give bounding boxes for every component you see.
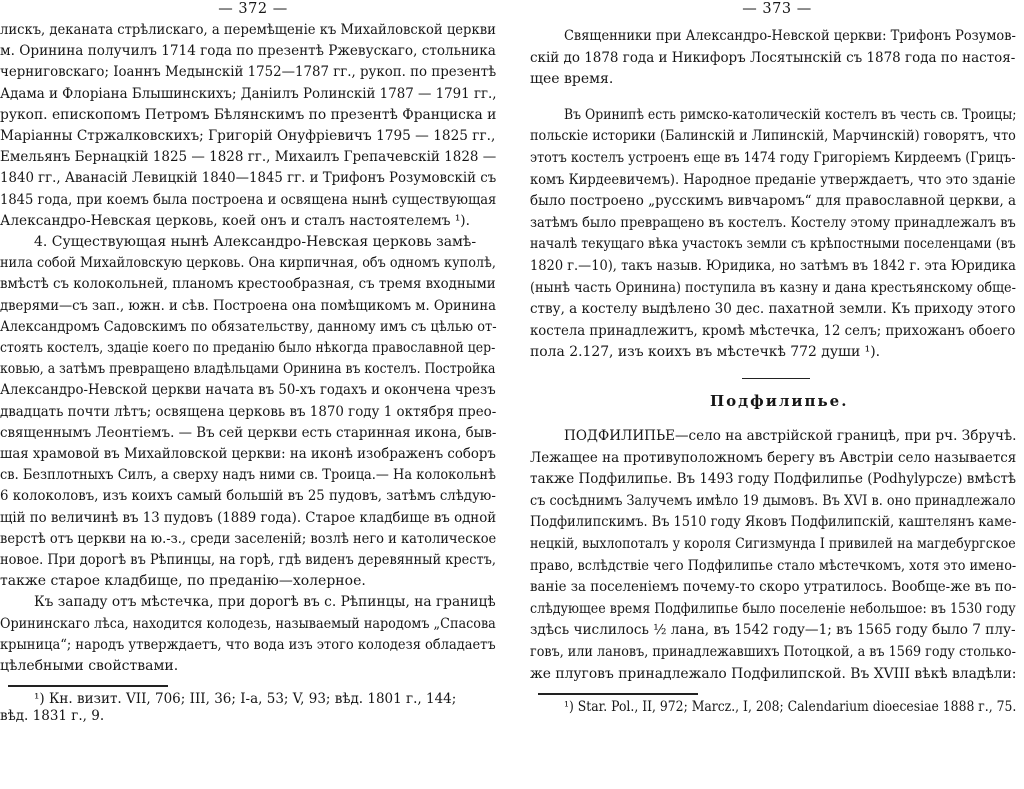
text-line: ковью, а затѣмъ превращено владѣльцами Оринина въ костелъ. Постройка xyxy=(0,361,496,378)
text-line: 6 колоколовъ, изъ коихъ самый большій въ 25 пудовъ, затѣмъ слѣдую- xyxy=(0,488,496,505)
text-line: также старое кладбище, по преданію—холерное. xyxy=(0,573,366,590)
text-line: нецкій, выхлопоталъ у короля Сигизмунда I привилей на магдебургское xyxy=(530,536,1016,552)
paragraph-start-line: Въ Оринипѣ есть римско-католическій костелъ въ честь св. Троицы; xyxy=(564,106,1017,123)
right-page xyxy=(530,0,1024,789)
page-number: — 372 — xyxy=(218,1,288,17)
text-line: ству, а костелу выдѣлено 30 дес. пахатной земли. Къ приходу этого xyxy=(530,301,1016,318)
clergy-line: скій до 1878 года и Никифоръ Лосятынскій съ 1878 года по настоя- xyxy=(530,49,1016,66)
text-line: здѣсь числилось ½ лана, въ 1542 году—1; въ 1565 году было 7 плу- xyxy=(530,622,1016,639)
paragraph-start-line: Къ западу отъ мѣстечка, при дорогѣ въ с. Рѣпинцы, на границѣ xyxy=(34,594,496,611)
section-title: Подфилипье. xyxy=(710,392,849,410)
footnote-rule xyxy=(538,693,698,694)
footnote-rule xyxy=(8,685,168,686)
text-line: 1845 года, при коемъ была построена и освящена нынѣ существующая xyxy=(0,191,497,208)
text-line: (нынѣ часть Оринина) поступила въ казну и дана крестьянскому обще- xyxy=(530,279,1016,296)
text-line: 1840 гг., Аванасій Левицкій 1840—1845 гг. и Трифонъ Розумовскій съ xyxy=(0,170,497,187)
text-line: крыница“; народъ утверждаетъ, что вода изъ этого колодезя обладаетъ xyxy=(0,636,496,653)
text-line: Подфилипскимъ. Въ 1510 году Яковъ Подфилипскій, каштелянъ каме- xyxy=(530,514,1017,531)
footnote-line: ¹) Star. Pol., II, 972; Marcz., I, 208; Calendarium dioecesiae 1888 г., 75. xyxy=(564,699,1017,716)
text-line: же плуговъ принадлежало Подфилипской. Въ XVIII вѣкѣ владѣли: xyxy=(530,665,1017,682)
text-line: костела принадлежитъ, кромѣ мѣстечка, 12 селъ; прихожанъ обоего xyxy=(530,322,1016,339)
text-line: лискъ, деканата стрѣлискаго, а перемѣщеніе къ Михайловской церкви xyxy=(0,22,496,38)
text-line: верстѣ отъ церкви на ю.-з., среди заселеній; возлѣ него и католическое xyxy=(0,530,497,547)
left-page xyxy=(0,0,506,789)
text-line: вмѣстѣ съ колокольней, планомъ крестообразная, съ тремя входными xyxy=(0,276,496,293)
paragraph-start-line: ПОДФИЛИПЬЕ—село на австрійской границѣ, при рч. Збручѣ. xyxy=(564,428,1017,444)
text-line: пола 2.127, изъ коихъ въ мѣстечкѣ 772 души ¹). xyxy=(530,344,881,361)
text-line: Емельянъ Бернацкій 1825 — 1828 гг., Михаилъ Грепачевскій 1828 — xyxy=(0,149,497,166)
text-line: слѣдующее время Подфилипье было поселеніе небольшое: въ 1530 году xyxy=(530,600,1016,617)
text-line: новое. При дорогѣ въ Рѣпинцы, на горѣ, гдѣ виденъ деревянный крестъ, xyxy=(0,552,497,568)
text-line: этотъ костелъ устроенъ еще въ 1474 году Григоріемъ Кирдеемъ (Грицъ- xyxy=(530,150,1016,166)
text-line: польскіе историки (Балинскій и Липинскій, Марчинскій) говорятъ, что xyxy=(530,128,1016,145)
text-line: рукоп. епископомъ Петромъ Бѣлянскимъ по презентѣ Франциска и xyxy=(0,106,497,123)
section-divider xyxy=(742,378,810,379)
text-line: м. Оринина получилъ 1714 года по презентѣ Ржевускаго, стольника xyxy=(0,43,496,60)
footnote-line: вѣд. 1831 г., 9. xyxy=(0,708,105,725)
text-line: Александромъ Садовскимъ по обязательству, данному имъ съ цѣлью от- xyxy=(0,318,497,335)
text-line: было построено „русскимъ вивчаромъ“ для православной церкви, а xyxy=(530,193,1017,210)
text-line: затѣмъ было превращено въ костелъ. Костелу этому принадлежалъ въ xyxy=(530,214,1016,231)
text-line: съ сосѣднимъ Залучемъ имѣло 19 дымовъ. Въ XVI в. оно принадлежало xyxy=(530,492,1016,509)
text-line: говъ, или лановъ, принадлежавшихъ Потоцкой, а въ 1569 году столько- xyxy=(530,644,1016,660)
text-line: шая храмовой въ Михайловской церкви: на иконѣ изображенъ соборъ xyxy=(0,446,496,462)
text-line: Александро-Невская церковь, коей онъ и сталъ настоятелемъ ¹). xyxy=(0,212,470,229)
text-line: черниговскаго; Іоаннъ Медынскій 1752—1787 гг., рукоп. по презентѣ xyxy=(0,64,497,81)
text-line: цѣлебными свойствами. xyxy=(0,658,179,674)
text-line: дверями—съ зап., южн. и сѣв. Построена она помѣщикомъ м. Оринина xyxy=(0,297,496,314)
text-line: Маріанны Стржалковскихъ; Григорій Онуфріевичъ 1795 — 1825 гг., xyxy=(0,128,496,144)
text-line: также Подфилипье. Въ 1493 году Подфилипье (Podhylypcze) вмѣстѣ xyxy=(530,471,1017,488)
clergy-line: Священники при Александро-Невской церкви: Трифонъ Розумов- xyxy=(564,28,1016,44)
text-line: комъ Кирдеевичемъ). Народное преданіе утверждаетъ, что это зданіе xyxy=(530,171,1016,188)
text-line: священнымъ Леонтіемъ. — Въ сей церкви есть старинная икона, быв- xyxy=(0,424,497,441)
text-line: стоять костелъ, здаціе коего по преданію было нѣкогда православной цер- xyxy=(0,340,496,356)
text-line: ваніе за поселеніемъ почему-то скоро утратилось. Вообще-же въ по- xyxy=(530,579,1017,596)
text-line: двадцать почти лѣтъ; освящена церковь въ 1870 году 1 октября прео- xyxy=(0,403,497,420)
text-line: Орининскаго лѣса, находится колодезь, называемый народомъ „Спасова xyxy=(0,615,496,632)
clergy-line: щее время. xyxy=(530,71,614,88)
text-line: право, вслѣдствіе чего Подфилипье стало мѣстечкомъ, хотя это имено- xyxy=(530,557,1017,574)
text-line: щій по величинѣ въ 13 пудовъ (1889 года). Старое кладбище въ одной xyxy=(0,509,497,526)
text-line: Лежащее на противуположномъ берегу въ Австріи село называется xyxy=(530,449,1017,466)
text-line: Александро-Невской церкви начата въ 50-хъ годахъ и окончена чрезъ xyxy=(0,382,496,399)
text-line: нила собой Михайловскую церковь. Она кирпичная, объ одномъ куполѣ, xyxy=(0,255,496,272)
text-line: началѣ текущаго вѣка участокъ земли съ крѣпостными поселенцами (въ xyxy=(530,236,1016,253)
page-number: — 373 — xyxy=(742,1,812,17)
text-line: Адама и Флоріана Блышинскихъ; Даніилъ Ролинскій 1787 — 1791 гг., xyxy=(0,85,497,102)
paragraph-start-line: 4. Существующая нынѣ Александро-Невская церковь замѣ- xyxy=(34,234,477,250)
text-line: св. Безплотныхъ Силъ, а сверху надъ ними св. Троица.— На колокольнѣ xyxy=(0,467,496,484)
text-line: 1820 г.—10), такъ назыв. Юридика, но затѣмъ въ 1842 г. эта Юридика xyxy=(530,258,1016,274)
footnote-line: ¹) Кн. визит. VII, 706; III, 36; I-a, 53; V, 93; вѣд. 1801 г., 144; xyxy=(34,691,457,708)
